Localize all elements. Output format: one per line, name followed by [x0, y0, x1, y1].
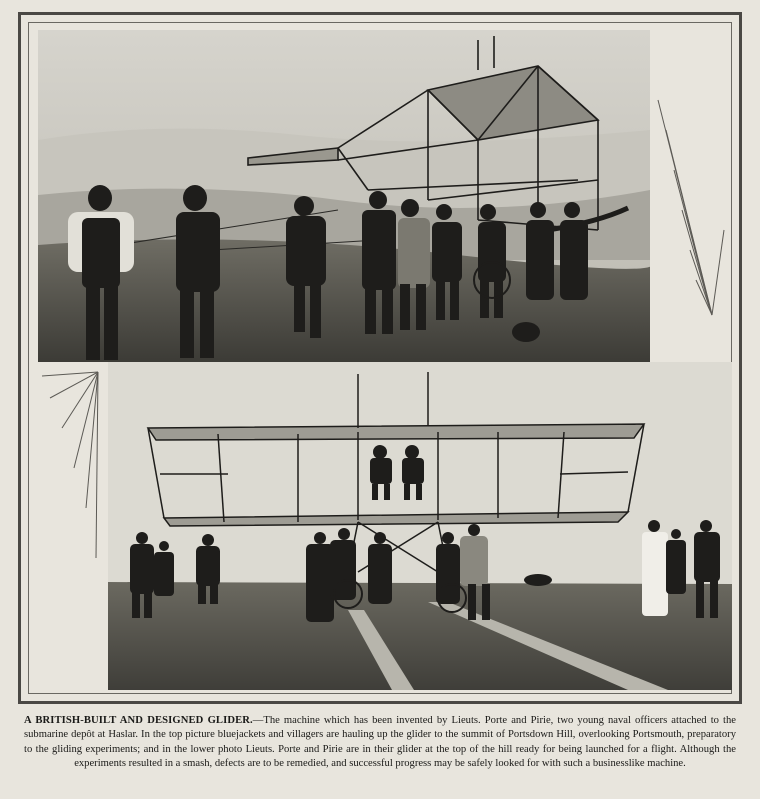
top-photo-image: [38, 30, 650, 362]
top-photo: [38, 30, 650, 362]
sunburst-ornament-left: [40, 368, 106, 568]
bottom-photo-image: [108, 362, 732, 690]
photo-caption: [24, 714, 736, 771]
sunburst-ornament-right: [652, 90, 730, 320]
caption-headline: A BRITISH-BUILT AND DESIGNED GLIDER.: [24, 715, 253, 726]
bottom-photo: [108, 362, 732, 690]
caption-body: —The machine which has been invented by Lieuts. Porte and Pirie, two young naval officers attached to the submarine depôt at Haslar. In the top picture bluejackets and villagers are hauling up the glider to the summit of Portsdown Hill, overlooking Portsmouth, preparatory to the gliding experiments; and in the lower photo Lieuts. Porte and Pirie are in their glider at the top of the hill ready for being launched for a flight. Although the experiments resulted in a smash, defects are to be remedied, and successful progress may be safely looked for with such a businesslike machine.: [24, 715, 736, 769]
